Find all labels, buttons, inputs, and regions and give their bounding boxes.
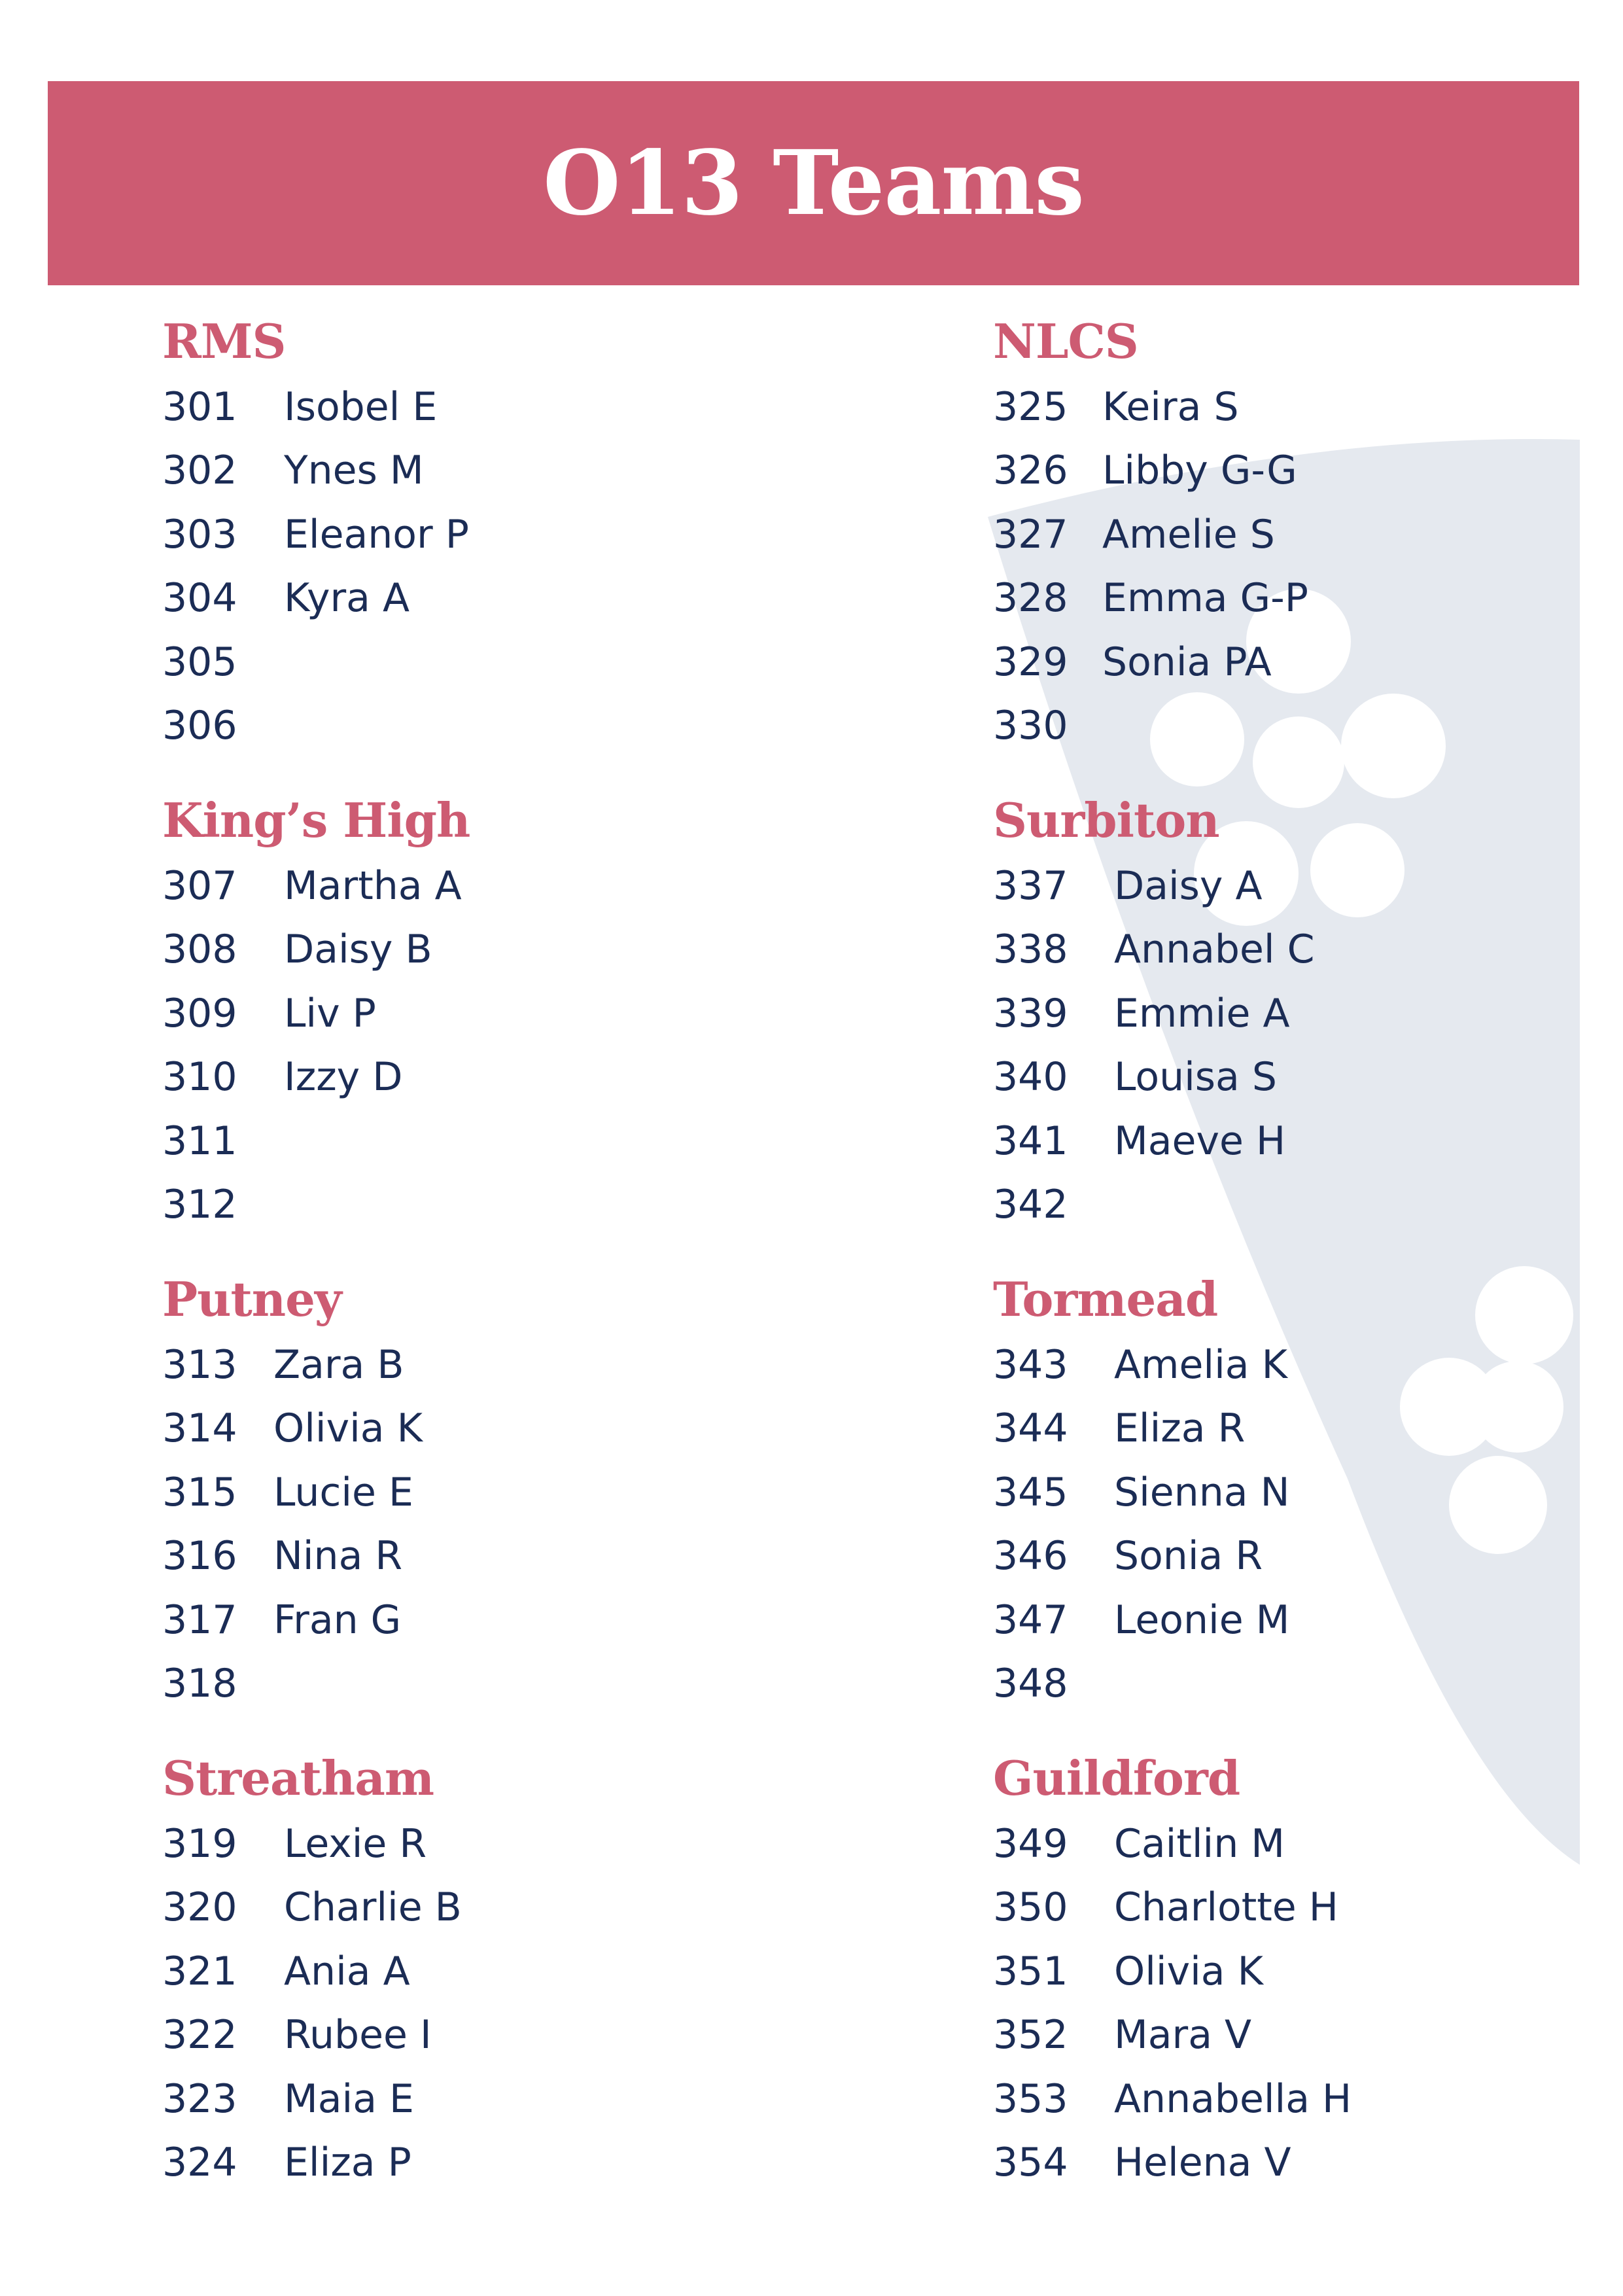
player-row	[162, 1525, 816, 1588]
player-number: 314	[162, 1405, 237, 1452]
player-number: 310	[162, 1054, 237, 1101]
player-row	[162, 982, 816, 1046]
player-number: 346	[993, 1533, 1068, 1580]
player-row	[993, 918, 1623, 981]
player-number: 338	[993, 927, 1068, 973]
player-number: 330	[993, 702, 1068, 749]
player-number: 348	[993, 1660, 1068, 1706]
player-number: 351	[993, 1948, 1068, 1994]
player-name: Eliza P	[284, 2139, 411, 2185]
player-number: 313	[162, 1342, 237, 1388]
player-name: Nina R	[273, 1533, 403, 1580]
player-row	[162, 2004, 816, 2067]
player-row	[162, 1589, 816, 1652]
player-name: Olivia K	[273, 1405, 423, 1452]
player-number: 321	[162, 1948, 237, 1994]
player-row	[162, 1173, 816, 1237]
player-row	[162, 503, 816, 567]
player-row	[162, 567, 816, 630]
player-number: 318	[162, 1660, 237, 1706]
player-row	[993, 503, 1623, 567]
player-row	[993, 1397, 1623, 1460]
player-number: 308	[162, 927, 237, 973]
player-number: 307	[162, 863, 237, 909]
player-name: Fran G	[273, 1597, 402, 1643]
team-name: Guildford	[993, 1750, 1240, 1806]
team-name: Surbiton	[993, 792, 1219, 848]
player-number: 320	[162, 1884, 237, 1931]
player-name: Martha A	[284, 863, 462, 909]
player-row	[162, 694, 816, 758]
player-row	[162, 2131, 816, 2195]
player-number: 347	[993, 1597, 1068, 1643]
player-name: Ania A	[284, 1948, 410, 1994]
player-number: 326	[993, 448, 1068, 494]
player-row	[993, 982, 1623, 1046]
player-number: 329	[993, 639, 1068, 685]
player-row	[162, 631, 816, 694]
team-block-surbiton	[993, 786, 1623, 1265]
team-name: RMS	[162, 313, 286, 369]
player-number: 343	[993, 1342, 1068, 1388]
player-name: Maeve H	[1114, 1118, 1286, 1164]
player-number: 350	[993, 1884, 1068, 1931]
player-number: 354	[993, 2139, 1068, 2185]
player-row	[162, 1940, 816, 2004]
player-row	[162, 1812, 816, 1876]
player-name: Izzy D	[284, 1054, 403, 1101]
player-name: Olivia K	[1114, 1948, 1263, 1994]
player-number: 340	[993, 1054, 1068, 1101]
player-row	[162, 1110, 816, 1173]
player-number: 328	[993, 575, 1068, 622]
player-name: Keira S	[1102, 384, 1239, 430]
player-number: 302	[162, 448, 237, 494]
player-row	[993, 1652, 1623, 1716]
team-block-nlcs	[993, 308, 1623, 786]
player-number: 305	[162, 639, 237, 685]
player-name: Annabella H	[1114, 2075, 1352, 2122]
player-number: 345	[993, 1469, 1068, 1515]
player-row	[993, 2131, 1623, 2195]
player-number: 315	[162, 1469, 237, 1515]
player-name: Zara B	[273, 1342, 404, 1388]
player-number: 342	[993, 1181, 1068, 1227]
player-number: 337	[993, 863, 1068, 909]
team-block-putney	[162, 1265, 816, 1744]
right-column	[993, 308, 1623, 2223]
player-row	[993, 439, 1623, 503]
player-name: Helena V	[1114, 2139, 1291, 2185]
player-row	[993, 694, 1623, 758]
player-number: 311	[162, 1118, 237, 1164]
player-name: Amelia K	[1114, 1342, 1287, 1388]
team-name: NLCS	[993, 313, 1138, 369]
player-name: Louisa S	[1114, 1054, 1277, 1101]
player-row	[993, 1812, 1623, 1876]
player-number: 323	[162, 2075, 237, 2122]
team-name: Tormead	[993, 1271, 1218, 1327]
player-row	[993, 1940, 1623, 2004]
player-number: 344	[993, 1405, 1068, 1452]
player-number: 327	[993, 511, 1068, 557]
player-number: 352	[993, 2012, 1068, 2058]
player-row	[993, 855, 1623, 918]
player-row	[162, 1046, 816, 1109]
team-block-kings-high	[162, 786, 816, 1265]
player-row	[162, 1652, 816, 1716]
team-name: King’s High	[162, 792, 470, 848]
player-number: 324	[162, 2139, 237, 2185]
player-number: 349	[993, 1821, 1068, 1867]
player-name: Libby G-G	[1102, 448, 1297, 494]
player-name: Liv P	[284, 990, 376, 1036]
player-number: 304	[162, 575, 237, 622]
player-row	[162, 2068, 816, 2131]
player-name: Lucie E	[273, 1469, 413, 1515]
team-name: Streatham	[162, 1750, 434, 1806]
player-row	[162, 1397, 816, 1460]
team-block-rms	[162, 308, 816, 786]
player-row	[162, 1333, 816, 1397]
page-title: O13 Teams	[543, 131, 1084, 236]
player-row	[993, 1461, 1623, 1525]
player-row	[993, 2004, 1623, 2067]
player-name: Caitlin M	[1114, 1821, 1285, 1867]
player-row	[993, 1876, 1623, 1939]
player-name: Charlotte H	[1114, 1884, 1338, 1931]
player-name: Eliza R	[1114, 1405, 1246, 1452]
title-banner	[48, 81, 1579, 285]
player-number: 339	[993, 990, 1068, 1036]
player-name: Sienna N	[1114, 1469, 1290, 1515]
player-number: 319	[162, 1821, 237, 1867]
player-number: 353	[993, 2075, 1068, 2122]
player-number: 303	[162, 511, 237, 557]
left-column	[162, 308, 816, 2223]
player-name: Isobel E	[284, 384, 438, 430]
player-name: Emmie A	[1114, 990, 1290, 1036]
player-name: Annabel C	[1114, 927, 1315, 973]
player-number: 325	[993, 384, 1068, 430]
player-number: 306	[162, 702, 237, 749]
player-name: Leonie M	[1114, 1597, 1290, 1643]
player-row	[993, 376, 1623, 439]
player-row	[993, 631, 1623, 694]
player-row	[993, 1525, 1623, 1588]
team-block-tormead	[993, 1265, 1623, 1744]
player-name: Amelie S	[1102, 511, 1275, 557]
player-row	[162, 918, 816, 981]
player-number: 322	[162, 2012, 237, 2058]
player-row	[162, 1876, 816, 1939]
player-number: 317	[162, 1597, 237, 1643]
player-row	[162, 1461, 816, 1525]
player-name: Lexie R	[284, 1821, 427, 1867]
player-name: Sonia R	[1114, 1533, 1263, 1580]
player-name: Kyra A	[284, 575, 410, 622]
team-block-streatham	[162, 1744, 816, 2223]
player-row	[993, 2068, 1623, 2131]
player-name: Charlie B	[284, 1884, 462, 1931]
player-name: Ynes M	[284, 448, 424, 494]
player-row	[993, 1046, 1623, 1109]
player-number: 309	[162, 990, 237, 1036]
player-number: 312	[162, 1181, 237, 1227]
team-block-guildford	[993, 1744, 1623, 2223]
player-name: Daisy B	[284, 927, 432, 973]
player-row	[993, 567, 1623, 630]
player-row	[993, 1173, 1623, 1237]
player-row	[162, 376, 816, 439]
player-row	[993, 1589, 1623, 1652]
player-row	[162, 855, 816, 918]
player-name: Rubee I	[284, 2012, 432, 2058]
player-number: 301	[162, 384, 237, 430]
team-name: Putney	[162, 1271, 341, 1327]
player-row	[162, 439, 816, 503]
player-name: Eleanor P	[284, 511, 469, 557]
player-name: Sonia PA	[1102, 639, 1272, 685]
player-row	[993, 1333, 1623, 1397]
player-number: 316	[162, 1533, 237, 1580]
player-number: 341	[993, 1118, 1068, 1164]
player-name: Daisy A	[1114, 863, 1263, 909]
player-row	[993, 1110, 1623, 1173]
player-name: Emma G-P	[1102, 575, 1308, 622]
player-name: Mara V	[1114, 2012, 1252, 2058]
player-name: Maia E	[284, 2075, 414, 2122]
